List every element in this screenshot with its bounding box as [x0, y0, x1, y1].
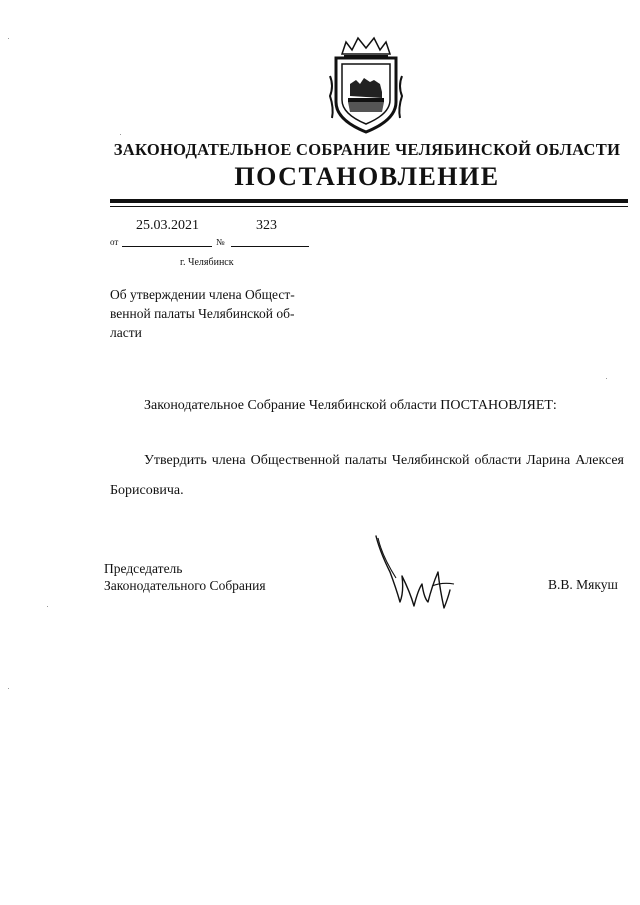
document-type-title: ПОСТАНОВЛЕНИЕ — [234, 162, 500, 191]
subject-line: Об утверждении члена Общест- — [110, 287, 295, 302]
subject-line: венной палаты Челябинской об- — [110, 306, 295, 321]
scan-speck — [8, 38, 9, 39]
date-prefix-label: от — [110, 237, 119, 247]
document-subject — [110, 285, 308, 342]
city-label: г. Челябинск — [180, 257, 234, 268]
scan-speck — [606, 378, 607, 379]
document-date: 25.03.2021 — [136, 218, 199, 233]
subject-line: ласти — [110, 325, 142, 340]
resolution-text: Утвердить члена Общественной палаты Челябинской области Ларина Алексея Борисовича. — [110, 453, 624, 498]
signer-title-line: Председатель — [104, 561, 183, 576]
number-prefix-label: № — [216, 237, 225, 247]
signer-title-line: Законодательного Собрания — [104, 578, 266, 593]
header-rule-thick — [110, 199, 628, 203]
number-underline — [231, 246, 309, 247]
preamble-text: Законодательное Собрание Челябинской области ПОСТАНОВЛЯЕТ: — [144, 398, 557, 413]
organization-name: ЗАКОНОДАТЕЛЬНОЕ СОБРАНИЕ ЧЕЛЯБИНСКОЙ ОБЛАСТИ — [113, 140, 621, 159]
signer-name: В.В. Мякуш — [548, 577, 618, 592]
scan-speck — [47, 606, 48, 607]
document-number: 323 — [256, 218, 277, 233]
handwritten-signature-icon — [370, 532, 460, 612]
chelyabinsk-coat-of-arms-icon — [326, 36, 406, 136]
scan-speck — [8, 688, 9, 689]
signer-title — [104, 560, 266, 594]
header-rule-thin — [110, 206, 628, 207]
date-underline — [122, 246, 212, 247]
scan-speck — [120, 134, 121, 135]
